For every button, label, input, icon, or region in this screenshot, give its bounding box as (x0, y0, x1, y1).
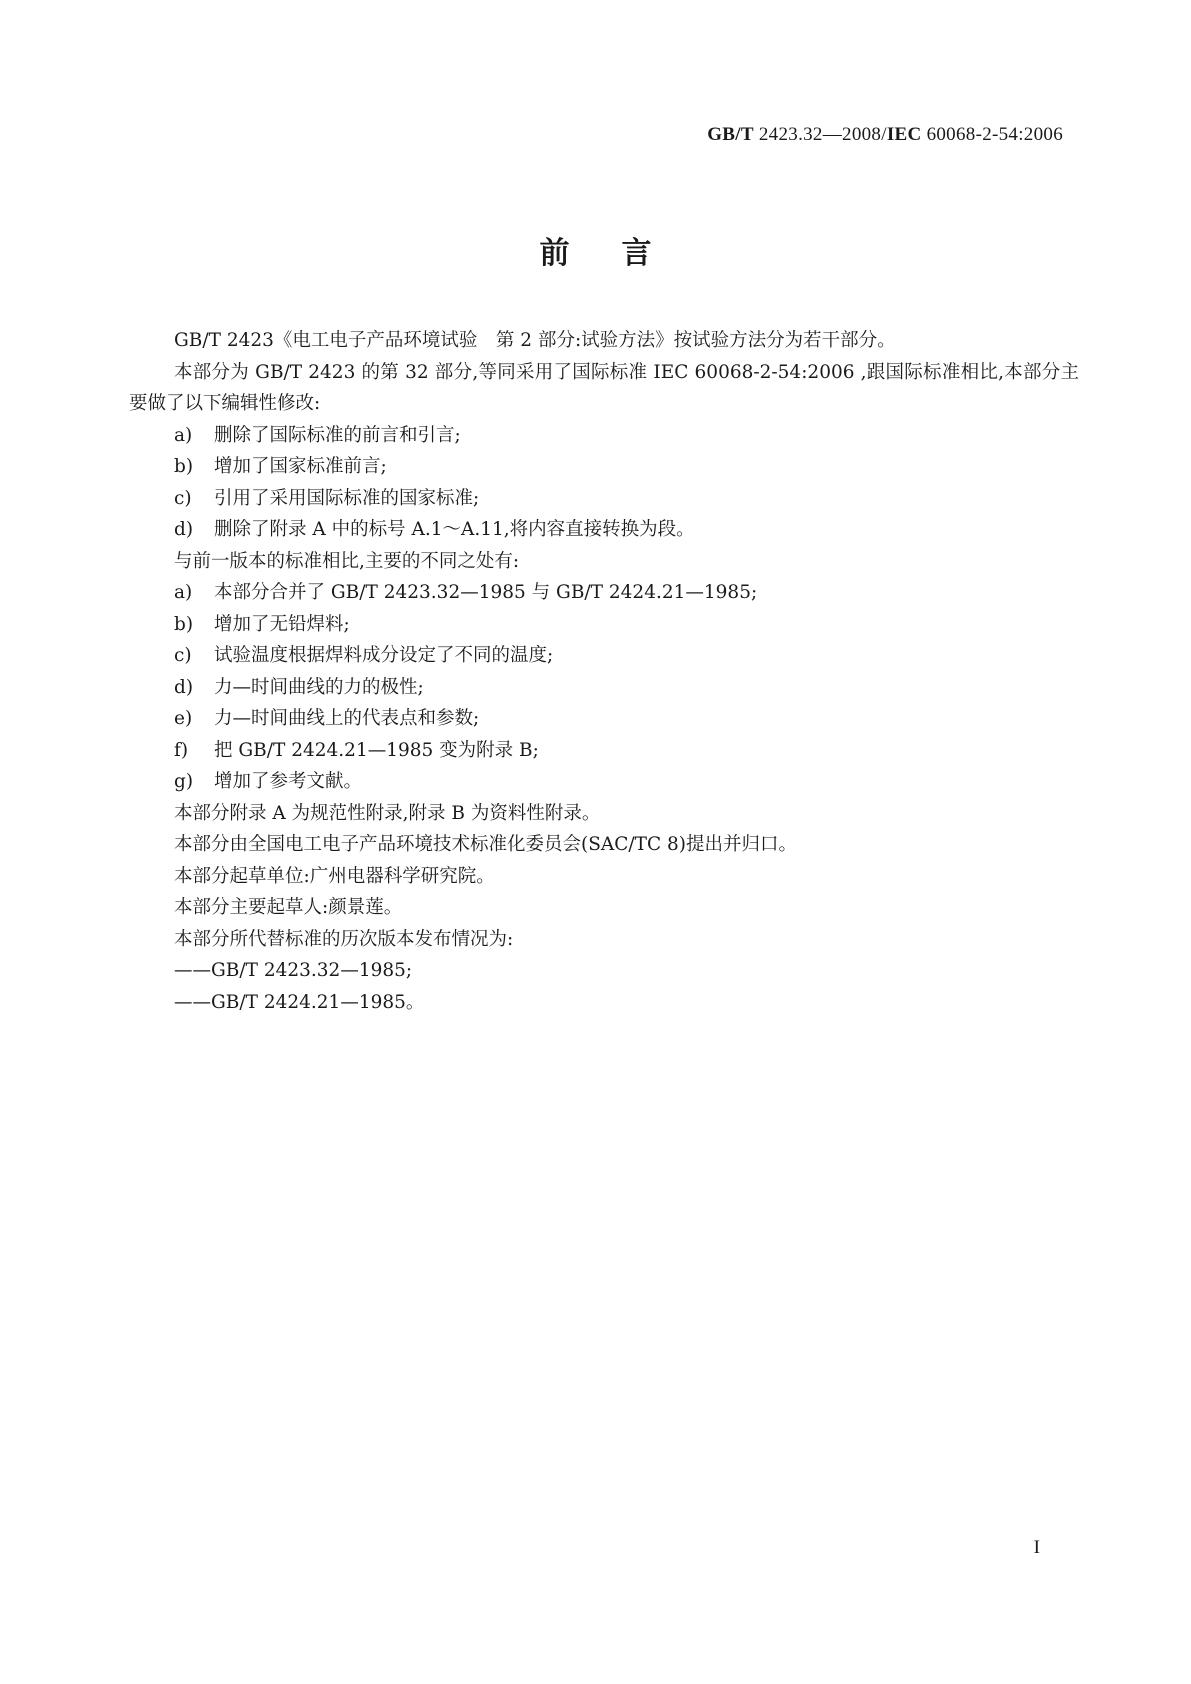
list-item-text: 试验温度根据焊料成分设定了不同的温度; (214, 645, 554, 666)
list-item (129, 766, 1079, 798)
paragraph-2: 本部分为 GB/T 2423 的第 32 部分,等同采用了国际标准 IEC 60068-2-54:2006 ,跟国际标准相比,本部分主要做了以下编辑性修改: (129, 361, 1079, 414)
list-item-text: 把 GB/T 2424.21—1985 变为附录 B; (214, 739, 539, 761)
list-item (129, 640, 1079, 672)
list-item-text: 删除了国际标准的前言和引言; (214, 424, 461, 446)
list-item-text: 增加了参考文献。 (214, 771, 363, 792)
header-iec: IEC (886, 124, 922, 145)
list-item (129, 483, 1079, 515)
header-iec-number: 60068-2-54:2006 (921, 124, 1063, 145)
paragraph-6: 本部分起草单位:广州电器科学研究院。 (174, 865, 495, 887)
page-title: 前言 (539, 236, 704, 271)
paragraph-4: 本部分附录 A 为规范性附录,附录 B 为资料性附录。 (174, 802, 601, 824)
paragraph-5: 本部分由全国电工电子产品环境技术标准化委员会(SAC/TC 8)提出并归口。 (174, 834, 798, 855)
list-item-text: 增加了国家标准前言; (214, 456, 387, 477)
list-item-label: g) (174, 771, 194, 792)
list-item (129, 451, 1079, 483)
list-item-label: f) (174, 739, 189, 761)
history-list (129, 955, 1079, 1018)
list-item-label: a) (174, 582, 193, 603)
list-item-label: d) (174, 676, 194, 698)
differences-list (129, 577, 1079, 798)
paragraph-1: GB/T 2423《电工电子产品环境试验 第 2 部分:试验方法》按试验方法分为若干部分。 (174, 330, 896, 351)
list-item (129, 420, 1079, 452)
list-item-text: 删除了附录 A 中的标号 A.1～A.11,将内容直接转换为段。 (214, 519, 695, 540)
standard-number-header (707, 124, 1063, 146)
list-item-label: b) (174, 613, 194, 635)
header-gbt: GB/T (707, 124, 754, 145)
document-body (129, 325, 1079, 1018)
edit-changes-list (129, 420, 1079, 546)
list-item (129, 609, 1079, 641)
history-item: ——GB/T 2423.32—1985; (174, 960, 413, 981)
list-item (129, 703, 1079, 735)
page-number: I (1033, 1537, 1040, 1558)
list-item (129, 577, 1079, 609)
list-item-text: 引用了采用国际标准的国家标准; (214, 487, 480, 509)
list-item-label: b) (174, 456, 194, 477)
paragraph-8: 本部分所代替标准的历次版本发布情况为: (174, 928, 514, 950)
list-item (129, 514, 1079, 546)
list-item-label: c) (174, 487, 192, 509)
list-item (129, 672, 1079, 704)
list-item (129, 735, 1079, 767)
history-item: ——GB/T 2424.21—1985。 (174, 991, 425, 1013)
list-item-text: 本部分合并了 GB/T 2423.32—1985 与 GB/T 2424.21—1985; (214, 582, 758, 603)
list-item-label: e) (174, 708, 193, 729)
list-item-text: 增加了无铅焊料; (214, 613, 350, 635)
list-item-label: a) (174, 424, 193, 446)
paragraph-7: 本部分主要起草人:颜景莲。 (174, 897, 403, 918)
list-item-text: 力—时间曲线的力的极性; (214, 676, 424, 698)
list-item-label: d) (174, 519, 194, 540)
header-number: 2423.32—2008/ (753, 124, 887, 145)
list-item-label: c) (174, 645, 192, 666)
paragraph-3: 与前一版本的标准相比,主要的不同之处有: (174, 550, 520, 572)
list-item-text: 力—时间曲线上的代表点和参数; (214, 708, 480, 729)
